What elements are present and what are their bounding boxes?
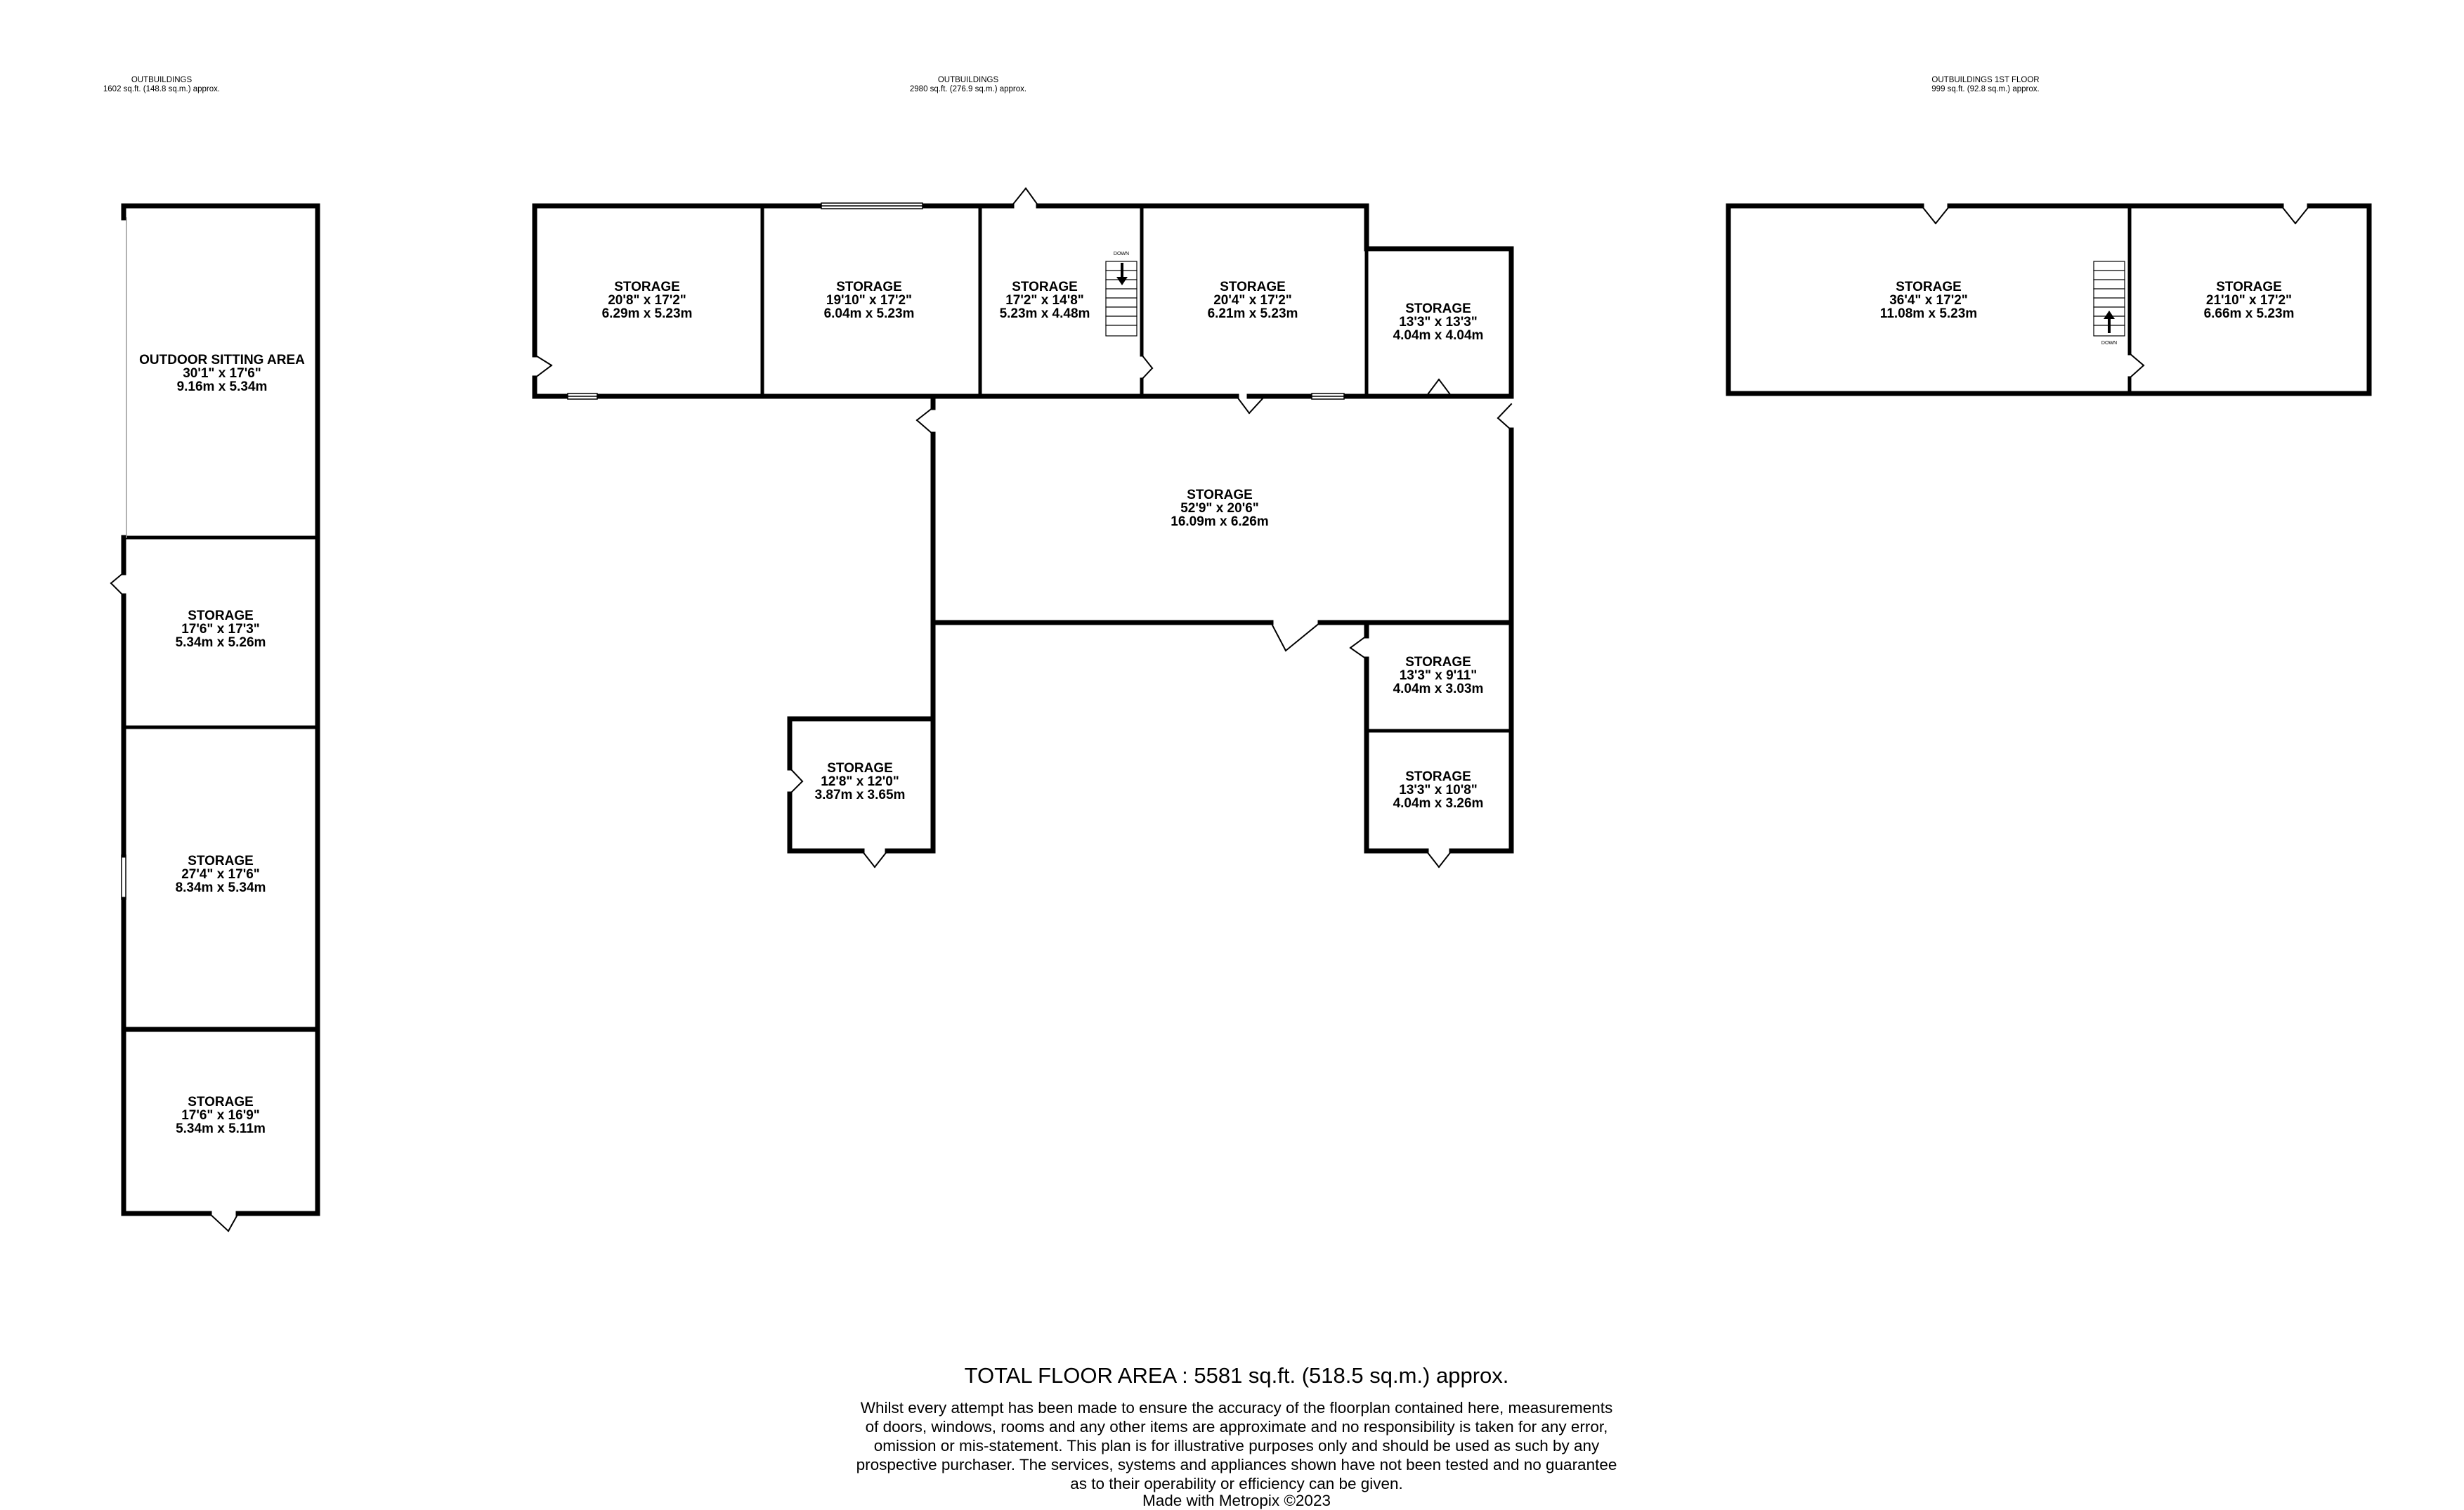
plan-heading-title: OUTBUILDINGS 1ST FLOOR [1931, 76, 2040, 84]
plan-heading-area: 2980 sq.ft. (276.9 sq.m.) approx. [909, 85, 1027, 93]
room-metric: 4.04m x 3.26m [1393, 796, 1484, 811]
disclaimer-line: as to their operability or efficiency can be given. [1070, 1475, 1403, 1492]
door-icon [1498, 404, 1511, 430]
room-name: STORAGE [188, 854, 254, 868]
room-label-storage [1000, 280, 1090, 321]
window-icon [568, 393, 597, 399]
room-metric: 11.08m x 5.23m [1879, 306, 1978, 321]
room-imperial: 27'4" x 17'6" [181, 867, 260, 882]
room-imperial: 12'8" x 12'0" [821, 774, 899, 789]
room-name: STORAGE [1220, 280, 1286, 294]
door-icon [1350, 636, 1367, 659]
room-metric: 16.09m x 6.26m [1171, 514, 1269, 529]
room-imperial: 30'1" x 17'6" [183, 366, 261, 381]
room-imperial: 20'4" x 17'2" [1213, 293, 1292, 308]
room-name: STORAGE [836, 280, 902, 294]
room-metric: 6.29m x 5.23m [601, 306, 693, 321]
room-name: OUTDOOR SITTING AREA [139, 353, 305, 367]
credit-text: Made with Metropix ©2023 [1142, 1492, 1331, 1509]
room-metric: 5.23m x 4.48m [999, 306, 1090, 321]
plan-heading-area: 1602 sq.ft. (148.8 sq.m.) approx. [103, 85, 221, 93]
room-label-storage [2204, 280, 2295, 321]
room-name: STORAGE [1405, 301, 1471, 316]
room-imperial: 20'8" x 17'2" [608, 293, 686, 308]
door-icon [1142, 355, 1152, 379]
disclaimer-line: Whilst every attempt has been made to ensure the accuracy of the floorplan contained here, measurements [860, 1399, 1613, 1417]
door-icon [917, 408, 933, 434]
room-name: STORAGE [188, 608, 254, 623]
window-icon [821, 203, 923, 209]
door-icon [1426, 379, 1452, 396]
room-metric: 9.16m x 5.34m [176, 379, 268, 394]
room-metric: 5.34m x 5.11m [176, 1121, 266, 1136]
room-metric: 5.34m x 5.26m [175, 635, 266, 650]
room-metric: 6.66m x 5.23m [2203, 306, 2295, 321]
room-label-storage [1880, 280, 1977, 321]
room-metric: 6.21m x 5.23m [1207, 306, 1298, 321]
door-icon [209, 1213, 238, 1231]
room-label-storage [824, 280, 915, 321]
window-icon [122, 855, 126, 899]
room-metric: 6.04m x 5.23m [823, 306, 915, 321]
room-label-storage [602, 280, 693, 321]
room-name: STORAGE [188, 1095, 254, 1109]
window-icon [1312, 393, 1344, 399]
room-label-storage [176, 608, 266, 650]
room-label-storage [176, 854, 266, 895]
room-metric: 8.34m x 5.34m [175, 880, 266, 895]
room-label-storage [1393, 301, 1484, 343]
room-imperial: 36'4" x 17'2" [1889, 293, 1968, 308]
plan-heading-title: OUTBUILDINGS [937, 76, 999, 84]
room-label-storage [1208, 280, 1298, 321]
room-imperial: 13'3" x 9'11" [1399, 668, 1478, 683]
disclaimer [808, 1398, 1665, 1493]
plan-heading-title: OUTBUILDINGS [131, 76, 193, 84]
room-name: STORAGE [827, 761, 893, 776]
arrow-down-head-icon [1116, 277, 1128, 285]
door-icon [1012, 188, 1038, 206]
room-metric: 3.87m x 3.65m [814, 788, 906, 802]
stair-label: DOWN [2101, 341, 2118, 346]
room-label-storage [1393, 655, 1484, 696]
room-imperial: 52'9" x 20'6" [1180, 501, 1259, 516]
room-name: STORAGE [2216, 280, 2282, 294]
room-label-storage [815, 761, 906, 802]
room-label-storage [1171, 488, 1268, 529]
disclaimer-line: omission or mis-statement. This plan is for illustrative purposes only and should be used as such by any [873, 1437, 1600, 1454]
room-name: STORAGE [1405, 655, 1471, 670]
door-icon [1237, 396, 1265, 413]
door-icon [111, 573, 124, 596]
room-label-storage [1393, 769, 1484, 811]
room-metric: 4.04m x 3.03m [1393, 682, 1484, 696]
room-imperial: 19'10" x 17'2" [826, 293, 913, 308]
room-name: STORAGE [1187, 488, 1253, 502]
plan-heading-area: 999 sq.ft. (92.8 sq.m.) approx. [1931, 85, 2040, 93]
room-name: STORAGE [1896, 280, 1962, 294]
room-label-outdoor-sitting-area [139, 353, 305, 394]
room-name: STORAGE [1405, 769, 1471, 784]
door-icon [1922, 206, 1950, 223]
room-imperial: 13'3" x 13'3" [1399, 315, 1478, 330]
door-icon [1271, 623, 1320, 651]
door-icon [2281, 206, 2309, 223]
room-name: STORAGE [614, 280, 680, 294]
room-imperial: 21'10" x 17'2" [2205, 293, 2293, 308]
room-imperial: 17'2" x 14'8" [1005, 293, 1084, 308]
door-icon [790, 768, 802, 794]
door-icon [862, 851, 887, 867]
arrow-up-head-icon [2104, 311, 2115, 319]
room-name: STORAGE [1012, 280, 1078, 294]
room-imperial: 17'6" x 16'9" [181, 1108, 260, 1123]
disclaimer-line: of doors, windows, rooms and any other items are approximate and no responsibility is taken for any error, [865, 1418, 1608, 1436]
room-label-storage [176, 1095, 266, 1136]
room-imperial: 17'6" x 17'3" [181, 622, 260, 637]
room-imperial: 13'3" x 10'8" [1399, 783, 1478, 798]
total-floor-area: TOTAL FLOOR AREA : 5581 sq.ft. (518.5 sq.m.) approx. [964, 1363, 1509, 1388]
room-metric: 4.04m x 4.04m [1393, 328, 1484, 343]
door-icon [535, 355, 552, 378]
stair-label: DOWN [1113, 252, 1130, 256]
disclaimer-line: prospective purchaser. The services, systems and appliances shown have not been tested and no guarantee [856, 1456, 1617, 1473]
door-icon [1426, 851, 1452, 867]
door-icon [2130, 353, 2144, 378]
